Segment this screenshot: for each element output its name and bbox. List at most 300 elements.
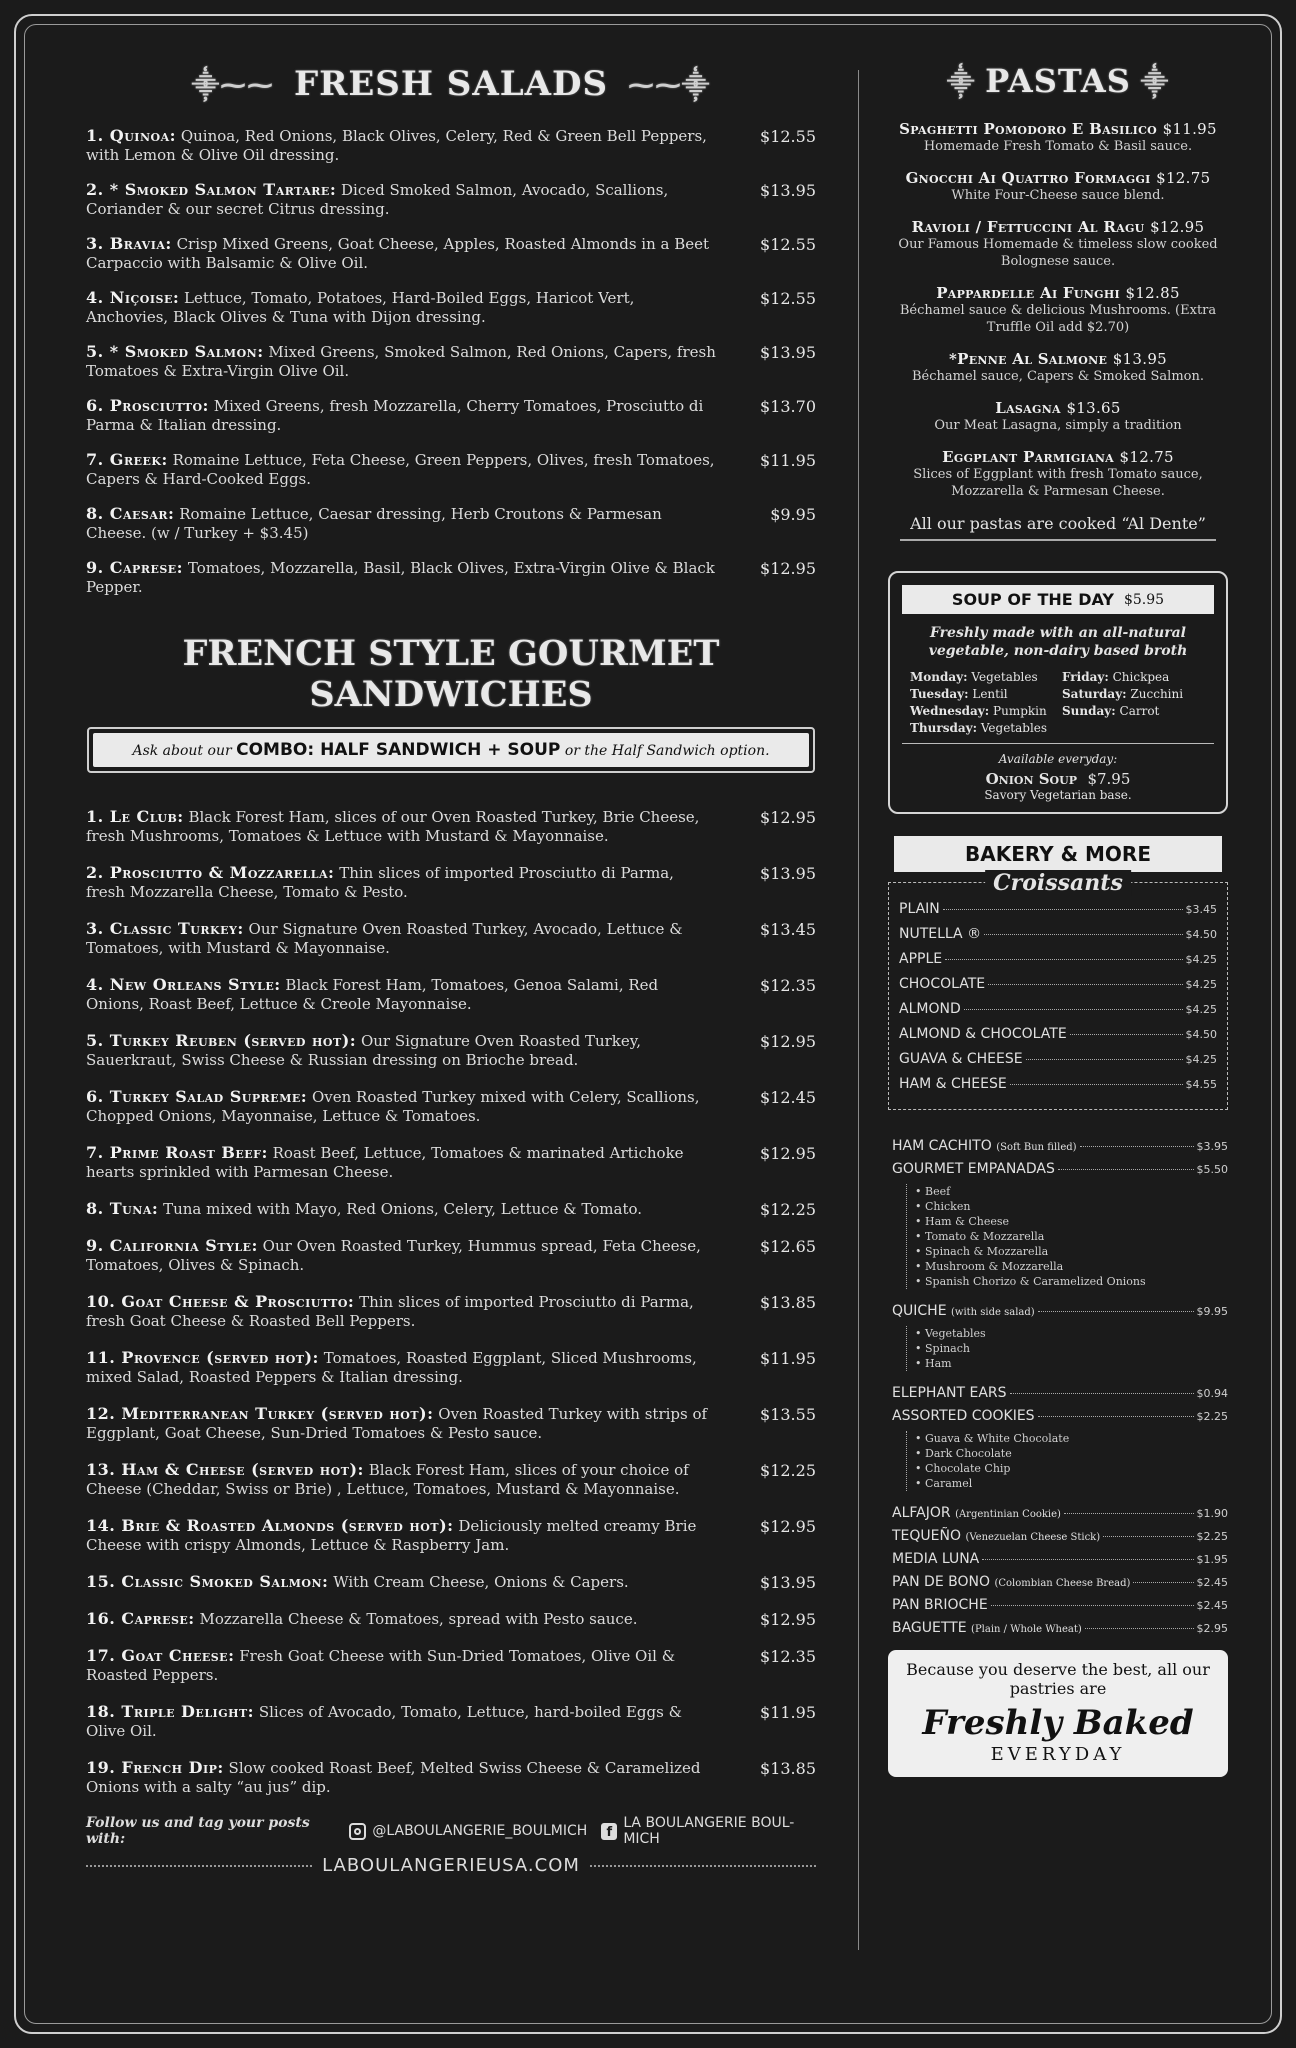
website-link[interactable]: LABOULANGERIEUSA.COM <box>322 1855 580 1876</box>
soup-days <box>902 670 1214 744</box>
menu-item <box>86 863 816 902</box>
al-dente-note: All our pastas are cooked “Al Dente” <box>900 514 1216 541</box>
item-description: Quinoa, Red Onions, Black Olives, Celery, Red & Green Bell Peppers, with Lemon & Olive Oil dressing. <box>86 127 707 164</box>
menu-item <box>86 126 816 165</box>
bakery-sub-item: • Caramel <box>915 1476 1228 1491</box>
bakery-item <box>892 1551 1228 1567</box>
item-name: 7. Prime Roast Beef: <box>86 1143 268 1162</box>
pasta-name: Gnocchi Ai Quattro Formaggi <box>905 169 1151 187</box>
bakery-item-label-block <box>899 951 942 967</box>
bakery-item-label: PLAIN <box>899 901 940 917</box>
item-description-block <box>86 1404 716 1443</box>
item-description: Oven Roasted Turkey mixed with Celery, Scallions, Chopped Onions, Mayonnaise, Lettuce & Tomatoes. <box>86 1088 700 1125</box>
soup-day <box>910 670 1054 684</box>
soup-available: Available everyday: <box>998 752 1118 766</box>
item-name: 1. Le Club: <box>86 807 184 826</box>
bakery-item-label: ALMOND & CHOCOLATE <box>899 1026 1067 1042</box>
item-price: $11.95 <box>760 451 816 470</box>
menu-item <box>86 342 816 381</box>
item-name: 5. Turkey Reuben (served hot): <box>86 1031 357 1050</box>
soup-day <box>1062 670 1206 684</box>
pasta-description: Our Famous Homemade & timeless slow cooked Bolognese sauce. <box>898 237 1218 269</box>
menu-item <box>86 1348 816 1387</box>
onion-soup <box>902 770 1214 788</box>
bakery-item-label: PAN DE BONO <box>892 1574 990 1590</box>
pasta-name-row <box>882 284 1234 302</box>
pasta-item <box>882 218 1234 270</box>
instagram-link[interactable] <box>349 1823 587 1840</box>
menu-item <box>86 1143 816 1182</box>
croissants-title: Croissants <box>985 870 1131 896</box>
bakery-item-price: $3.45 <box>1185 903 1217 916</box>
pasta-description: Homemade Fresh Tomato & Basil sauce. <box>923 139 1193 154</box>
bakery-item-label-block <box>892 1138 1077 1154</box>
item-name: 1. Quinoa: <box>86 126 177 145</box>
pasta-name-row <box>882 218 1234 236</box>
pasta-price: $12.95 <box>1150 218 1205 236</box>
bakery-item-label-block <box>899 976 985 992</box>
bakery-item-price: $9.95 <box>1196 1305 1228 1318</box>
item-name: 8. Caesar: <box>86 504 175 523</box>
item-price: $11.95 <box>760 1703 816 1722</box>
bakery-item-price: $2.25 <box>1196 1530 1228 1543</box>
menu-item <box>86 234 816 273</box>
item-description: Our Oven Roasted Turkey, Hummus spread, Feta Cheese, Tomatoes, Olives & Spinach. <box>86 1237 701 1274</box>
soup-day-name: Thursday: <box>910 721 978 735</box>
flourish-left-icon: ⸎ <box>947 68 976 98</box>
pasta-name: Eggplant Parmigiana <box>942 448 1115 466</box>
bakery-item-label: TEQUEÑO <box>892 1528 962 1544</box>
dot-leader <box>943 909 1183 910</box>
bakery-item-price: $4.50 <box>1185 928 1217 941</box>
bakery-sub-item: • Chicken <box>915 1199 1228 1214</box>
soup-day-name: Friday: <box>1062 670 1109 684</box>
item-description-block <box>86 1572 716 1592</box>
item-name: 4. Niçoise: <box>86 288 180 307</box>
bakery-item-price: $4.25 <box>1185 1053 1217 1066</box>
item-name: 15. Classic Smoked Salmon: <box>86 1572 329 1591</box>
item-name: 11. Provence (served hot): <box>86 1348 319 1367</box>
pasta-price: $13.65 <box>1066 399 1121 417</box>
item-name: 4. New Orleans Style: <box>86 975 281 994</box>
item-description-block <box>86 1143 716 1182</box>
item-name: 13. Ham & Cheese (served hot): <box>86 1460 364 1479</box>
soup-day-name: Wednesday: <box>910 704 990 718</box>
bakery-item-price: $1.95 <box>1196 1553 1228 1566</box>
soup-day-name: Tuesday: <box>910 687 969 701</box>
item-description-block <box>86 1702 716 1741</box>
item-price: $12.95 <box>760 1517 816 1536</box>
bakery-item-note: (Venezuelan Cheese Stick) <box>965 1532 1101 1543</box>
item-description: Crisp Mixed Greens, Goat Cheese, Apples, Roasted Almonds in a Beet Carpaccio with Balsamic & Olive Oil. <box>86 235 710 272</box>
item-description-block <box>86 504 716 543</box>
soup-price: $5.95 <box>1123 591 1165 608</box>
item-price: $13.85 <box>760 1759 816 1778</box>
bakery-item-label: ALMOND <box>899 1001 961 1017</box>
bakery-item <box>892 1620 1228 1636</box>
bakery-item-label-block <box>899 1076 1007 1092</box>
dotted-rule <box>590 1865 816 1867</box>
freshly-baked-box <box>888 1650 1228 1777</box>
fresh-line3: EVERYDAY <box>990 1744 1126 1765</box>
bakery-item-note: (with side salad) <box>951 1307 1035 1318</box>
menu-item <box>86 1572 816 1592</box>
menu-item <box>86 558 816 597</box>
soup-day-soup: Vegetables <box>980 721 1048 735</box>
bakery-more-list <box>892 1138 1228 1636</box>
website-row <box>86 1855 816 1876</box>
item-price: $12.65 <box>760 1237 816 1256</box>
menu-item <box>86 450 816 489</box>
item-name: 18. Triple Delight: <box>86 1702 255 1721</box>
bakery-sub-item: • Dark Chocolate <box>915 1446 1228 1461</box>
item-description-block <box>86 1646 716 1685</box>
soup-day <box>910 687 1054 701</box>
bakery-item-note: (Colombian Cheese Bread) <box>994 1578 1131 1589</box>
item-name: 9. Caprese: <box>86 558 184 577</box>
soup-box <box>888 571 1228 814</box>
item-description: Black Forest Ham, slices of our Oven Roasted Turkey, Brie Cheese, fresh Mushrooms, Tomatoes & Lettuce with Mustard & Mayonnaise. <box>86 808 700 845</box>
bakery-item-label: BAGUETTE <box>892 1620 967 1636</box>
combo-box <box>87 727 815 773</box>
bakery-item-label-block <box>892 1505 1061 1521</box>
dot-leader <box>964 1009 1183 1010</box>
pasta-description: Slices of Eggplant with fresh Tomato sauce, Mozzarella & Parmesan Cheese. <box>913 467 1203 499</box>
pasta-name: Pappardelle Ai Funghi <box>936 284 1120 302</box>
bakery-item <box>899 1026 1217 1042</box>
item-description-block <box>86 558 716 597</box>
item-price: $12.55 <box>760 289 816 308</box>
item-description: Tomatoes, Roasted Eggplant, Sliced Mushrooms, mixed Salad, Roasted Peppers & Italian dressing. <box>86 1349 697 1386</box>
fresh-line1: Because you deserve the best, all our pastries are <box>906 1660 1210 1698</box>
item-description: Our Signature Oven Roasted Turkey, Avocado, Lettuce & Tomatoes, with Mustard & Mayonnaise. <box>86 920 683 957</box>
bakery-item <box>899 976 1217 992</box>
pasta-price: $11.95 <box>1162 120 1217 138</box>
menu-item <box>86 1646 816 1685</box>
bakery-item-label-block <box>899 926 981 942</box>
bakery-item-label: ALFAJOR <box>892 1505 951 1521</box>
pasta-price: $13.95 <box>1112 350 1168 368</box>
item-description-block <box>86 1609 716 1629</box>
pasta-name: Lasagna <box>995 399 1061 417</box>
salads-heading <box>86 64 816 104</box>
dot-leader <box>1026 1059 1183 1060</box>
social-footer <box>86 1815 816 1847</box>
dot-leader <box>1085 1628 1194 1629</box>
soup-day <box>1062 721 1206 735</box>
bakery-item <box>899 1051 1217 1067</box>
item-name: 16. Caprese: <box>86 1609 195 1628</box>
item-description-block <box>86 1031 716 1070</box>
soup-day-soup: Pumpkin <box>993 704 1047 718</box>
item-description: Roast Beef, Lettuce, Tomatoes & marinated Artichoke hearts sprinkled with Parmesan Cheese. <box>86 1144 684 1181</box>
bakery-item-price: $4.55 <box>1185 1078 1217 1091</box>
bakery-item-label-block <box>892 1597 988 1613</box>
bakery-item-note: (Plain / Whole Wheat) <box>971 1624 1082 1635</box>
bakery-item <box>892 1597 1228 1613</box>
bakery-item-label-block <box>892 1303 1035 1319</box>
item-description: Romaine Lettuce, Feta Cheese, Green Peppers, Olives, fresh Tomatoes, Capers & Hard-Cooked Eggs. <box>86 451 715 488</box>
bakery-sub-item: • Ham & Cheese <box>915 1214 1228 1229</box>
item-description-block <box>86 1087 716 1126</box>
bakery-item-label-block <box>899 1001 961 1017</box>
item-price: $12.95 <box>760 559 816 578</box>
item-description-block <box>86 807 716 846</box>
menu-item <box>86 1199 816 1219</box>
menu-item <box>86 1460 816 1499</box>
pasta-item <box>882 399 1234 434</box>
soup-day <box>1062 704 1206 718</box>
dot-leader <box>1064 1513 1194 1514</box>
bakery-item-label: PAN BRIOCHE <box>892 1597 988 1613</box>
item-price: $9.95 <box>770 505 816 524</box>
pasta-name-row <box>882 448 1234 466</box>
pasta-name-row <box>882 399 1234 417</box>
bakery-item-label-block <box>899 1051 1023 1067</box>
bakery-item-price: $5.50 <box>1196 1163 1228 1176</box>
bakery-sub-item: • Tomato & Mozzarella <box>915 1229 1228 1244</box>
item-name: 7. Greek: <box>86 450 168 469</box>
menu-item <box>86 1087 816 1126</box>
item-price: $13.95 <box>760 181 816 200</box>
item-description: Thin slices of imported Prosciutto di Parma, fresh Mozzarella Cheese, Tomato & Pesto. <box>86 864 674 901</box>
bakery-item-label-block <box>899 1026 1067 1042</box>
pasta-item <box>882 448 1234 500</box>
combo-text <box>93 733 809 767</box>
soup-day <box>910 704 1054 718</box>
bakery-item-price: $4.25 <box>1185 978 1217 991</box>
onion-soup-name: Onion Soup <box>985 770 1077 788</box>
dot-leader <box>1080 1146 1194 1147</box>
item-price: $12.95 <box>760 1144 816 1163</box>
item-description-block <box>86 450 716 489</box>
bakery-item-label: QUICHE <box>892 1303 947 1319</box>
dot-leader <box>1058 1169 1194 1170</box>
bakery-item-note: (Argentinian Cookie) <box>955 1509 1061 1520</box>
item-description: Mozzarella Cheese & Tomatoes, spread with Pesto sauce. <box>199 1610 638 1628</box>
pasta-item <box>882 169 1234 204</box>
menu-item <box>86 1404 816 1443</box>
item-description-block <box>86 126 716 165</box>
dot-leader <box>1133 1582 1193 1583</box>
item-price: $12.45 <box>760 1088 816 1107</box>
item-price: $12.95 <box>760 808 816 827</box>
item-name: 3. Bravia: <box>86 234 172 253</box>
bakery-sub-item: • Spinach <box>915 1341 1228 1356</box>
item-description-block <box>86 919 716 958</box>
bakery-item-label-block <box>892 1408 1035 1424</box>
item-name: 6. Turkey Salad Supreme: <box>86 1087 308 1106</box>
bakery-sub-item: • Spanish Chorizo & Caramelized Onions <box>915 1274 1228 1289</box>
item-description: Black Forest Ham, slices of your choice of Cheese (Cheddar, Swiss or Brie) , Lettuce, Tomatoes, Mustard & Mayonnaise. <box>86 1461 689 1498</box>
item-description-block <box>86 396 716 435</box>
item-price: $12.55 <box>760 127 816 146</box>
flourish-right-icon: ⁓⁓⸎ <box>628 71 711 101</box>
dot-leader <box>991 1605 1194 1606</box>
item-name: 17. Goat Cheese: <box>86 1646 235 1665</box>
bakery-item-price: $2.45 <box>1196 1599 1228 1612</box>
bakery-item-label: ASSORTED COOKIES <box>892 1408 1035 1424</box>
bakery-item-label: ELEPHANT EARS <box>892 1385 1007 1401</box>
bakery-item-price: $1.90 <box>1196 1507 1228 1520</box>
item-description-block <box>86 1460 716 1499</box>
bakery-item <box>892 1574 1228 1590</box>
pasta-item <box>882 120 1234 155</box>
item-description: With Cream Cheese, Onions & Capers. <box>333 1573 629 1591</box>
dot-leader <box>1103 1536 1193 1537</box>
item-description: Tuna mixed with Mayo, Red Onions, Celery, Lettuce & Tomato. <box>163 1200 643 1218</box>
pastas-list <box>882 120 1234 500</box>
item-price: $13.95 <box>760 343 816 362</box>
left-column <box>86 60 816 1876</box>
item-description: Oven Roasted Turkey with strips of Eggplant, Goat Cheese, Sun-Dried Tomatoes & Pesto sauce. <box>86 1405 708 1442</box>
item-description: Romaine Lettuce, Caesar dressing, Herb Croutons & Parmesan Cheese. (w / Turkey + $3.45) <box>86 505 662 542</box>
bakery-item-price: $0.94 <box>1196 1387 1228 1400</box>
menu-item <box>86 1609 816 1629</box>
dot-leader <box>1010 1393 1194 1394</box>
dot-leader <box>1038 1416 1194 1417</box>
dotted-rule <box>86 1865 312 1867</box>
pastas-title: PASTAS <box>985 62 1131 100</box>
soup-day-name: Sunday: <box>1062 704 1116 718</box>
dot-leader <box>984 934 1182 935</box>
item-price: $12.95 <box>760 1610 816 1629</box>
soup-day-soup: Chickpea <box>1112 670 1170 684</box>
item-description-block <box>86 1236 716 1275</box>
salads-list <box>86 126 816 597</box>
item-name: 14. Brie & Roasted Almonds (served hot): <box>86 1516 454 1535</box>
pasta-price: $12.75 <box>1119 448 1174 466</box>
item-price: $11.95 <box>760 1349 816 1368</box>
menu-item <box>86 975 816 1014</box>
pasta-name-row <box>882 350 1234 368</box>
bakery-sub-item: • Guava & White Chocolate <box>915 1431 1228 1446</box>
item-name: 12. Mediterranean Turkey (served hot): <box>86 1404 434 1423</box>
bakery-item <box>892 1161 1228 1177</box>
bakery-item-price: $4.50 <box>1185 1028 1217 1041</box>
bakery-item <box>899 1076 1217 1092</box>
item-description-block <box>86 1758 716 1797</box>
dot-leader <box>988 984 1182 985</box>
pastas-heading <box>882 62 1234 100</box>
right-column <box>882 60 1234 1777</box>
dot-leader <box>945 959 1182 960</box>
bakery-item-label: GUAVA & CHEESE <box>899 1051 1023 1067</box>
follow-text: Follow us and tag your posts with: <box>86 1815 310 1847</box>
item-description: Black Forest Ham, Tomatoes, Genoa Salami, Red Onions, Roast Beef, Lettuce & Creole Mayonnaise. <box>86 976 659 1013</box>
bakery-item <box>899 1001 1217 1017</box>
facebook-handle: LA BOULANGERIE BOUL-MICH <box>623 1815 795 1847</box>
item-price: $12.25 <box>760 1461 816 1480</box>
item-description-block <box>86 234 716 273</box>
pasta-item <box>882 284 1234 336</box>
menu-item <box>86 807 816 846</box>
pasta-name: *Penne Al Salmone <box>948 350 1108 368</box>
menu-item <box>86 1236 816 1275</box>
bakery-item-label-block <box>892 1528 1100 1544</box>
bakery-item-price: $2.95 <box>1196 1622 1228 1635</box>
item-price: $13.85 <box>760 1293 816 1312</box>
bakery-item-price: $4.25 <box>1185 1003 1217 1016</box>
bakery-item-label: HAM CACHITO <box>892 1138 992 1154</box>
combo-bold: COMBO: HALF SANDWICH + SOUP <box>236 740 561 760</box>
bakery-item-label: NUTELLA ® <box>899 926 982 942</box>
pasta-name: Spaghetti Pomodoro E Basilico <box>899 120 1158 138</box>
bakery-item <box>892 1505 1228 1521</box>
sandwiches-title: FRENCH STYLE GOURMET SANDWICHES <box>182 633 720 715</box>
bakery-item-label: HAM & CHEESE <box>899 1076 1007 1092</box>
bakery-item-price: $2.45 <box>1196 1576 1228 1589</box>
item-name: 3. Classic Turkey: <box>86 919 244 938</box>
instagram-handle: @LABOULANGERIE_BOULMICH <box>372 1823 588 1839</box>
item-name: 10. Goat Cheese & Prosciutto: <box>86 1292 355 1311</box>
bakery-item-label-block <box>892 1620 1082 1636</box>
menu-item <box>86 288 816 327</box>
bakery-item-label: GOURMET EMPANADAS <box>892 1161 1055 1177</box>
instagram-icon <box>349 1823 366 1840</box>
bakery-sub-item: • Ham <box>915 1356 1228 1371</box>
flourish-right-icon: ⸎ <box>1140 68 1169 98</box>
item-price: $12.55 <box>760 235 816 254</box>
item-name: 2. * Smoked Salmon Tartare: <box>86 180 337 199</box>
item-description: Slices of Avocado, Tomato, Lettuce, hard-boiled Eggs & Olive Oil. <box>86 1703 682 1740</box>
bakery-item-label-block <box>892 1161 1055 1177</box>
item-price: $13.55 <box>760 1405 816 1424</box>
item-description-block <box>86 180 716 219</box>
pasta-description: White Four-Cheese sauce blend. <box>951 188 1165 203</box>
combo-pre: Ask about our <box>132 743 232 759</box>
bakery-item <box>892 1528 1228 1544</box>
item-name: 2. Prosciutto & Mozzarella: <box>86 863 335 882</box>
croissants-box <box>888 870 1228 1110</box>
item-name: 9. California Style: <box>86 1236 258 1255</box>
bakery-item-price: $2.25 <box>1196 1410 1228 1423</box>
menu-item <box>86 1516 816 1555</box>
bakery-title: BAKERY & MORE <box>894 836 1222 872</box>
item-description-block <box>86 1199 716 1219</box>
pasta-description: Béchamel sauce & delicious Mushrooms. (Extra Truffle Oil add $2.70) <box>899 303 1217 335</box>
bakery-item-label-block <box>892 1574 1130 1590</box>
menu-item <box>86 1758 816 1797</box>
item-description: Mixed Greens, Smoked Salmon, Red Onions, Capers, fresh Tomatoes & Extra-Virgin Olive Oil. <box>86 343 716 380</box>
item-description: Thin slices of imported Prosciutto di Parma, fresh Goat Cheese & Roasted Bell Peppers. <box>86 1293 694 1330</box>
croissants-list <box>899 901 1217 1092</box>
item-description: Deliciously melted creamy Brie Cheese with crispy Almonds, Lettuce & Raspberry Jam. <box>86 1517 697 1554</box>
item-description-block <box>86 975 716 1014</box>
item-description: Mixed Greens, fresh Mozzarella, Cherry Tomatoes, Prosciutto di Parma & Italian dressing. <box>86 397 704 434</box>
soup-day <box>910 721 1054 735</box>
soup-day-soup: Zucchini <box>1130 687 1184 701</box>
item-description-block <box>86 1516 716 1555</box>
bakery-item <box>892 1408 1228 1424</box>
pasta-price: $12.85 <box>1125 284 1180 302</box>
item-name: 8. Tuna: <box>86 1199 159 1218</box>
item-description-block <box>86 288 716 327</box>
flourish-left-icon: ⸎⁓⁓ <box>191 71 274 101</box>
item-name: 5. * Smoked Salmon: <box>86 342 264 361</box>
sandwiches-list <box>86 807 816 1797</box>
facebook-link[interactable] <box>601 1815 816 1847</box>
bakery-item-label-block <box>892 1385 1007 1401</box>
bakery-sub-item: • Vegetables <box>915 1326 1228 1341</box>
soup-day-name: Monday: <box>910 670 968 684</box>
dot-leader <box>1070 1034 1183 1035</box>
item-price: $13.45 <box>760 920 816 939</box>
soup-day-soup: Carrot <box>1119 704 1160 718</box>
menu-item <box>86 396 816 435</box>
item-description-block <box>86 1348 716 1387</box>
bakery-sub-item: • Spinach & Mozzarella <box>915 1244 1228 1259</box>
